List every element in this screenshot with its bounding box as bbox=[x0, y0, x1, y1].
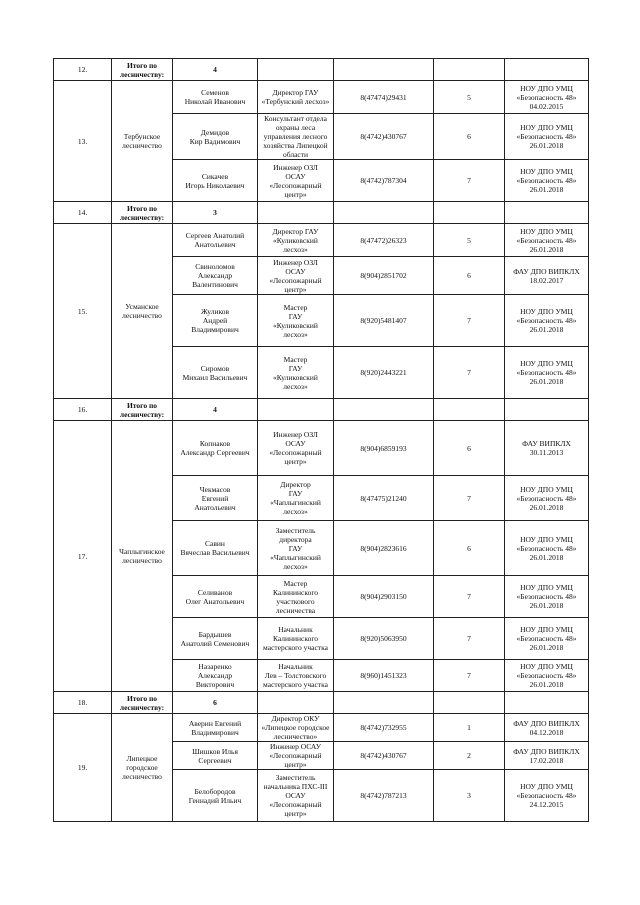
person-phone: 8(920)5481407 bbox=[360, 316, 407, 325]
person-phone: 8(4742)787213 bbox=[360, 791, 407, 800]
person-position: Начальник Калининского мастерского участка bbox=[263, 625, 328, 652]
person-phone: 8(47475)21240 bbox=[360, 493, 407, 503]
person-phone: 8(904)2903150 bbox=[360, 592, 407, 601]
row-number: 16. bbox=[77, 405, 88, 414]
forestry-personnel-table bbox=[53, 58, 589, 822]
person-value: 7 bbox=[467, 176, 471, 185]
person-position: Мастер ГАУ «Куликовский лесхоз» bbox=[273, 354, 318, 391]
person-certification: НОУ ДПО УМЦ «Безопасность 48» 26.01.2018 bbox=[516, 583, 577, 610]
person-position: Директор ГАУ «Куликовский лесхоз» bbox=[272, 226, 319, 254]
person-phone: 8(47472)26323 bbox=[360, 235, 407, 245]
empty-cell bbox=[505, 692, 589, 714]
person-certification: НОУ ДПО УМЦ «Безопасность 48» 26.01.2018 bbox=[516, 484, 577, 512]
person-phone: 8(4742)430767 bbox=[360, 132, 407, 141]
summary-label: Итого по лесничеству: bbox=[119, 60, 165, 79]
person-certification: ФАУ ВИПКЛХ 30.11.2013 bbox=[522, 439, 571, 457]
summary-count: 4 bbox=[213, 65, 217, 74]
person-value: 6 bbox=[467, 543, 471, 553]
person-certification: НОУ ДПО УМЦ «Безопасность 48» 26.01.2018 bbox=[516, 123, 577, 150]
person-phone: 8(4742)732955 bbox=[360, 723, 407, 732]
person-position: Директор ГАУ «Чаплыгинский лесхоз» bbox=[270, 480, 321, 516]
empty-cell bbox=[334, 59, 434, 81]
row-number: 17. bbox=[77, 551, 88, 561]
forestry-name: Чаплыгинское лесничество bbox=[119, 547, 165, 565]
summary-label: Итого по лесничеству: bbox=[119, 693, 165, 712]
empty-cell bbox=[258, 202, 334, 224]
person-value: 7 bbox=[467, 368, 471, 377]
person-certification: НОУ ДПО УМЦ «Безопасность 48» 26.01.2018 bbox=[516, 534, 577, 562]
empty-cell bbox=[258, 692, 334, 714]
person-value: 5 bbox=[467, 92, 471, 102]
person-position: Директор ОКУ «Липецкое городское лесничество» bbox=[261, 714, 330, 741]
row-number: 15. bbox=[77, 306, 88, 316]
person-certification: ФАУ ДПО ВИПКЛХ 18.02.2017 bbox=[513, 266, 580, 285]
person-name: Жуликов Андрей Владимирович bbox=[191, 307, 239, 334]
person-name: Копнаков Александр Сергеевич bbox=[180, 439, 250, 457]
person-name: Белобородов Геннадий Ильич bbox=[188, 786, 242, 805]
empty-cell bbox=[434, 692, 505, 714]
row-number: 14. bbox=[77, 208, 88, 217]
person-certification: НОУ ДПО УМЦ «Безопасность 48» 26.01.2018 bbox=[516, 359, 577, 386]
forestry-name: Тербунское лесничество bbox=[122, 132, 162, 150]
person-phone: 8(4742)430767 bbox=[360, 751, 407, 760]
person-value: 7 bbox=[467, 634, 471, 643]
person-name: Шишков Илья Сергеевич bbox=[192, 746, 238, 765]
empty-cell bbox=[434, 202, 505, 224]
summary-row bbox=[54, 202, 589, 224]
row-number: 13. bbox=[77, 136, 88, 146]
row-number: 19. bbox=[77, 763, 88, 772]
summary-count: 6 bbox=[213, 698, 217, 707]
person-value: 7 bbox=[467, 316, 471, 325]
person-name: Аверин Евгений Владимирович bbox=[188, 718, 242, 737]
summary-label: Итого по лесничеству: bbox=[119, 400, 165, 419]
row-number: 18. bbox=[77, 698, 88, 707]
summary-row bbox=[54, 399, 589, 421]
person-phone: 8(904)2851702 bbox=[360, 271, 407, 280]
table-row bbox=[54, 714, 589, 742]
person-certification: НОУ ДПО УМЦ «Безопасность 48» 26.01.2018 bbox=[516, 625, 577, 652]
person-value: 3 bbox=[467, 791, 471, 800]
person-position: Заместитель начальника ПХС-III ОСАУ «Лесопожарный центр» bbox=[263, 773, 328, 818]
person-phone: 8(904)6859193 bbox=[360, 443, 407, 453]
person-position: Инженер ОСАУ «Лесопожарный центр» bbox=[269, 742, 322, 769]
person-name: Сиромов Михаил Васильевич bbox=[182, 363, 248, 382]
person-name: Сергеев Анатолий Анатольевич bbox=[185, 231, 245, 249]
person-name: Савин Вячеслав Васильевич bbox=[180, 539, 250, 557]
row-number: 12. bbox=[77, 65, 88, 74]
forestry-name: Липецкое городское лесничество bbox=[122, 754, 162, 781]
person-position: Консультант отдела охраны леса управления лесного хозяйства Липецкой области bbox=[263, 114, 328, 159]
person-certification: ФАУ ДПО ВИПКЛХ 17.02.2018 bbox=[513, 746, 580, 765]
table-row bbox=[54, 224, 589, 257]
person-value: 1 bbox=[467, 723, 471, 732]
person-value: 6 bbox=[467, 443, 471, 453]
empty-cell bbox=[334, 692, 434, 714]
empty-cell bbox=[258, 399, 334, 421]
person-certification: НОУ ДПО УМЦ «Безопасность 48» 26.01.2018 bbox=[516, 226, 577, 254]
person-phone: 8(47474)29431 bbox=[360, 92, 407, 102]
person-certification: ФАУ ДПО ВИПКЛХ 04.12.2018 bbox=[513, 718, 580, 737]
person-position: Директор ГАУ «Тербунский лесхоз» bbox=[261, 88, 330, 106]
person-position: Начальник Лев – Толстовского мастерского участка bbox=[263, 662, 328, 689]
person-value: 7 bbox=[467, 493, 471, 503]
person-phone: 8(920)5063950 bbox=[360, 634, 407, 643]
summary-count: 4 bbox=[213, 405, 217, 414]
person-phone: 8(4742)787304 bbox=[360, 176, 407, 185]
person-position: Мастер ГАУ «Куликовский лесхоз» bbox=[273, 302, 318, 339]
empty-cell bbox=[334, 399, 434, 421]
person-name: Бардышев Анатолий Семенович bbox=[180, 629, 250, 648]
person-name: Свиноломов Александр Валентинович bbox=[192, 262, 238, 289]
person-position: Инженер ОЗЛ ОСАУ «Лесопожарный центр» bbox=[269, 162, 322, 199]
person-name: Селиванов Олег Анатольевич bbox=[185, 587, 245, 606]
person-certification: НОУ ДПО УМЦ «Безопасность 48» 04.02.2015 bbox=[516, 83, 577, 111]
person-name: Семенов Николай Иванович bbox=[184, 88, 246, 106]
person-value: 6 bbox=[467, 132, 471, 141]
person-name: Чекмасов Евгений Анатольевич bbox=[194, 484, 236, 512]
person-phone: 8(920)2443221 bbox=[360, 368, 407, 377]
forestry-name: Усманское лесничество bbox=[122, 302, 162, 320]
person-value: 5 bbox=[467, 235, 471, 245]
person-value: 7 bbox=[467, 592, 471, 601]
person-name: Назаренко Александр Викторович bbox=[195, 662, 235, 689]
person-name: Сикачев Игорь Николаевич bbox=[185, 171, 245, 190]
person-name: Демидов Кир Вадимович bbox=[189, 127, 241, 146]
table-row bbox=[54, 81, 589, 114]
empty-cell bbox=[505, 399, 589, 421]
person-position: Инженер ОЗЛ ОСАУ «Лесопожарный центр» bbox=[269, 430, 322, 466]
person-phone: 8(904)2823616 bbox=[360, 543, 407, 553]
person-position: Заместитель директора ГАУ «Чаплыгинский лесхоз» bbox=[270, 525, 321, 571]
empty-cell bbox=[334, 202, 434, 224]
summary-label: Итого по лесничеству: bbox=[119, 203, 165, 222]
table-row bbox=[54, 421, 589, 476]
summary-row bbox=[54, 59, 589, 81]
person-certification: НОУ ДПО УМЦ «Безопасность 48» 24.12.2015 bbox=[516, 782, 577, 809]
person-value: 2 bbox=[467, 751, 471, 760]
empty-cell bbox=[434, 399, 505, 421]
person-phone: 8(960)1451323 bbox=[360, 671, 407, 680]
person-certification: НОУ ДПО УМЦ «Безопасность 48» 26.01.2018 bbox=[516, 167, 577, 194]
empty-cell bbox=[505, 59, 589, 81]
person-value: 6 bbox=[467, 271, 471, 280]
empty-cell bbox=[258, 59, 334, 81]
person-certification: НОУ ДПО УМЦ «Безопасность 48» 26.01.2018 bbox=[516, 662, 577, 689]
summary-row bbox=[54, 692, 589, 714]
empty-cell bbox=[434, 59, 505, 81]
person-certification: НОУ ДПО УМЦ «Безопасность 48» 26.01.2018 bbox=[516, 307, 577, 334]
person-value: 7 bbox=[467, 671, 471, 680]
person-position: Мастер Калининского участкового лесничества bbox=[272, 578, 319, 615]
empty-cell bbox=[505, 202, 589, 224]
summary-count: 3 bbox=[213, 208, 217, 217]
person-position: Инженер ОЗЛ ОСАУ «Лесопожарный центр» bbox=[269, 257, 322, 294]
